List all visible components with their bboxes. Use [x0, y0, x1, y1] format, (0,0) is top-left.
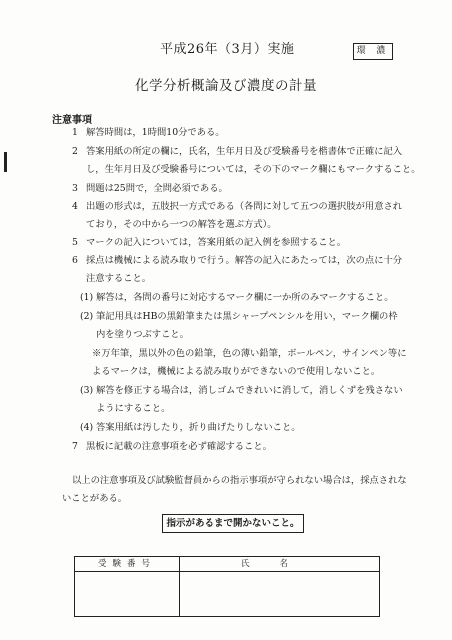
- name-field[interactable]: [180, 572, 379, 616]
- note-item-4: 4 出題の形式は，五肢択一方式である（各問に対して五つの選択肢が用意され: [72, 201, 402, 212]
- exam-number-field[interactable]: [75, 572, 179, 616]
- exam-cover-page: 平成26年（3月）実施 環 濃 化学分析概論及び濃度の計量 注意事項 1 解答時間は，1時間10分である。 2 答案用紙の所定の欄に，氏名，生年月日及び受験番号を楷書体で正確に記入 し，生年月日及び受験番号については，その下のマーク欄にもマークすること。 3 問題は25問で，全問必須である。 4 出題の形式は，五肢択一方式である（各問に対して五つの選択肢が用意され ており，その中から一つの解答を選ぶ方式）。 5 マークの記入については，答案用紙の記入例を参照すること。 6 採点は機械による読み取りで行う。解答の記入にあたっては，次の点に十分 注意すること。 (1) 解答は，各問の番号に対応するマーク欄に一か所のみマークすること。 (2) 筆記用具はHBの黒鉛筆または黒シャープペンシルを用い，マーク欄の枠 内を塗りつぶすこと。 ※万年筆，黒以外の色の鉛筆，色の薄い鉛筆，ボールペン，サインペン等に よるマークは，機械による読み取りができないので使用しないこと。 (3) 解答を修正する場合は，消しゴムできれいに消して，消しくずを残さない ようにすること。 (4) 答案用紙は汚したり，折り曲げたりしないこと。 7 黒板に記載の注意事項を必ず確認すること。 以上の注意事項及び試験監督員からの指示事項が守られない場合は，採点されな いことがある。 指示があるまで開かないこと。 受験番号 氏名: [0, 0, 452, 640]
- exam-title: 化学分析概論及び濃度の計量: [135, 78, 317, 94]
- do-not-open-notice: 指示があるまで開かないこと。: [162, 514, 304, 533]
- note-sub-item-2-caution: ※万年筆，黒以外の色の鉛筆，色の薄い鉛筆，ボールペン，サインペン等に: [92, 348, 407, 359]
- note-item-7: 7 黒板に記載の注意事項を必ず確認すること。: [72, 441, 272, 452]
- notes-heading: 注意事項: [52, 115, 92, 126]
- note-item-6-cont: 注意すること。: [86, 273, 152, 284]
- margin-mark: [4, 152, 7, 172]
- note-item-2: 2 答案用紙の所定の欄に，氏名，生年月日及び受験番号を楷書体で正確に記入: [72, 146, 402, 157]
- name-label: 氏名: [240, 559, 318, 569]
- note-item-4-cont: ており，その中から一つの解答を選ぶ方式）。: [86, 219, 277, 230]
- closing-line-2: いことがある。: [62, 493, 128, 504]
- subject-code-box: 環 濃: [353, 43, 393, 60]
- note-sub-item-3-cont: ようにすること。: [96, 403, 171, 414]
- note-sub-item-2-caution-cont: よるマークは，機械による読み取りができないので使用しないこと。: [92, 366, 381, 377]
- note-sub-item-2-cont: 内を塗りつぶすこと。: [96, 329, 189, 340]
- note-item-2-cont: し，生年月日及び受験番号については，その下のマーク欄にもマークすること。: [86, 164, 421, 175]
- exam-date: 平成26年（3月）実施: [160, 42, 295, 57]
- note-item-5: 5 マークの記入については，答案用紙の記入例を参照すること。: [72, 237, 347, 248]
- closing-line-1: 以上の注意事項及び試験監督員からの指示事項が守られない場合は，採点されな: [72, 475, 407, 486]
- exam-id-name-table: [74, 556, 380, 617]
- note-item-3: 3 問題は25問で，全問必須である。: [72, 183, 228, 194]
- note-item-1: 1 解答時間は，1時間10分である。: [72, 127, 225, 138]
- note-item-6: 6 採点は機械による読み取りで行う。解答の記入にあたっては，次の点に十分: [72, 255, 402, 266]
- exam-number-label: 受験番号: [97, 559, 156, 569]
